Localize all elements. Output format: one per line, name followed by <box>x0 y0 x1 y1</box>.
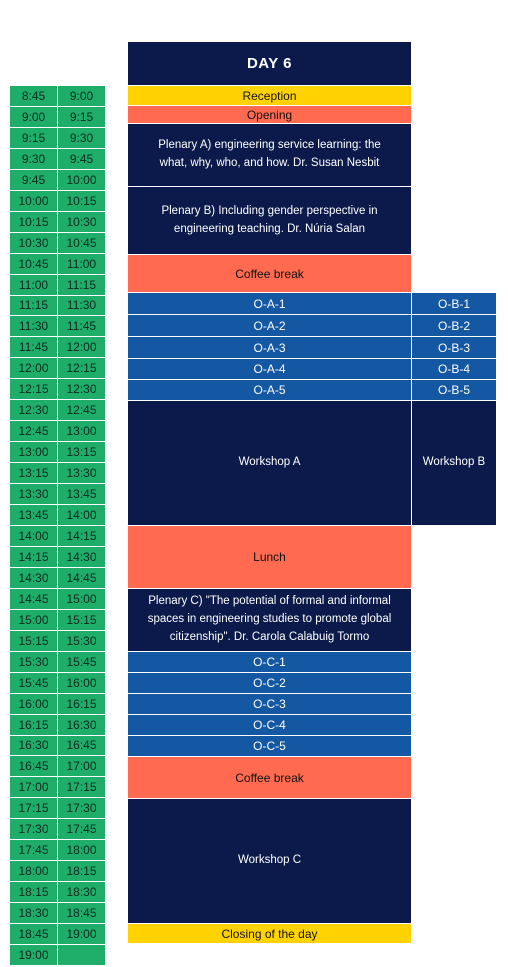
time-slot-start: 10:45 <box>10 254 58 275</box>
plenary-c-block: Plenary C) "The potential of formal and informal spaces in engineering studies to promote global citizenship". Dr. Carola Calabuig Tormo <box>128 589 411 652</box>
lunch-block: Lunch <box>128 526 411 589</box>
time-slot-end: 18:30 <box>58 882 106 903</box>
time-slot-end: 12:45 <box>58 400 106 421</box>
time-slot-end: 13:45 <box>58 484 106 505</box>
time-slot-end: 17:45 <box>58 819 106 840</box>
time-slot-end: 11:00 <box>58 254 106 275</box>
time-slot-start: 11:00 <box>10 275 58 296</box>
time-slot-end: 18:00 <box>58 840 106 861</box>
time-slot-start: 12:00 <box>10 358 58 379</box>
time-slot-end: 14:45 <box>58 568 106 589</box>
workshop-b-block: Workshop B <box>411 401 496 526</box>
time-slot-start: 18:30 <box>10 903 58 924</box>
time-slot-start: 15:45 <box>10 673 58 694</box>
reception-block: Reception <box>128 86 411 106</box>
time-slot-end: 17:00 <box>58 756 106 777</box>
time-slot-end: 17:30 <box>58 798 106 819</box>
time-slot-start: 18:15 <box>10 882 58 903</box>
time-slot-start: 17:15 <box>10 798 58 819</box>
closing-block: Closing of the day <box>128 924 411 944</box>
session-ob2: O-B-2 <box>411 315 496 337</box>
time-slot-end: 12:15 <box>58 358 106 379</box>
time-slot-start: 13:15 <box>10 463 58 484</box>
session-oc2: O-C-2 <box>128 673 411 694</box>
time-slot-end: 15:00 <box>58 589 106 610</box>
time-slot-start: 16:00 <box>10 694 58 715</box>
session-oa5: O-A-5 <box>128 380 411 401</box>
time-slot-end: 14:15 <box>58 526 106 547</box>
time-slot-end: 14:30 <box>58 547 106 568</box>
time-slot-start: 17:45 <box>10 840 58 861</box>
session-oc3: O-C-3 <box>128 694 411 715</box>
time-slot-end: 14:00 <box>58 505 106 526</box>
plenary-b-block: Plenary B) Including gender perspective in engineering teaching. Dr. Núria Salan <box>128 187 411 255</box>
time-slot-start: 9:00 <box>10 107 58 128</box>
time-slot-start: 12:30 <box>10 400 58 421</box>
session-oa4: O-A-4 <box>128 359 411 380</box>
time-slot-end: 16:30 <box>58 715 106 736</box>
time-slot-start: 13:00 <box>10 442 58 463</box>
time-slot-end: 19:00 <box>58 924 106 945</box>
session-ob3: O-B-3 <box>411 337 496 359</box>
opening-block: Opening <box>128 106 411 124</box>
time-slot-end: 11:15 <box>58 275 106 296</box>
time-slot-start: 19:00 <box>10 945 58 966</box>
time-slot-end: 10:45 <box>58 233 106 254</box>
time-slot-start: 8:45 <box>10 86 58 107</box>
time-slot-end: 16:15 <box>58 694 106 715</box>
time-slot-start: 14:00 <box>10 526 58 547</box>
workshop-a-block: Workshop A <box>128 401 411 526</box>
time-slot-end: 9:45 <box>58 149 106 170</box>
time-slot-start: 14:45 <box>10 589 58 610</box>
time-slot-end: 9:30 <box>58 128 106 149</box>
time-slot-end: 10:15 <box>58 191 106 212</box>
time-slot-start: 16:15 <box>10 715 58 736</box>
time-slot-end: 17:15 <box>58 777 106 798</box>
workshop-c-block: Workshop C <box>128 799 411 924</box>
time-slot-start: 17:00 <box>10 777 58 798</box>
coffee-break-morning-block: Coffee break <box>128 255 411 293</box>
session-ob5: O-B-5 <box>411 380 496 401</box>
time-slot-start: 11:45 <box>10 337 58 358</box>
session-oc1: O-C-1 <box>128 652 411 673</box>
time-slot-start: 18:00 <box>10 861 58 882</box>
time-slot-start: 15:30 <box>10 652 58 673</box>
time-slot-start: 12:15 <box>10 379 58 400</box>
time-slot-end <box>58 945 106 966</box>
time-slot-end: 13:30 <box>58 463 106 484</box>
time-slot-start: 16:45 <box>10 756 58 777</box>
time-slot-start: 18:45 <box>10 924 58 945</box>
time-slot-end: 10:00 <box>58 170 106 191</box>
time-slot-end: 12:00 <box>58 337 106 358</box>
time-slot-end: 11:45 <box>58 316 106 337</box>
time-slot-start: 16:30 <box>10 736 58 757</box>
time-slot-end: 10:30 <box>58 212 106 233</box>
time-slot-end: 9:15 <box>58 107 106 128</box>
session-ob1: O-B-1 <box>411 293 496 315</box>
coffee-break-afternoon-block: Coffee break <box>128 757 411 799</box>
session-oc4: O-C-4 <box>128 715 411 736</box>
time-slot-start: 11:15 <box>10 296 58 317</box>
time-slot-start: 10:15 <box>10 212 58 233</box>
session-oc5: O-C-5 <box>128 736 411 757</box>
time-slot-start: 12:45 <box>10 421 58 442</box>
time-slot-start: 14:30 <box>10 568 58 589</box>
session-oa3: O-A-3 <box>128 337 411 359</box>
time-slot-end: 15:45 <box>58 652 106 673</box>
time-slot-end: 15:15 <box>58 610 106 631</box>
time-slot-end: 18:45 <box>58 903 106 924</box>
time-slot-start: 13:45 <box>10 505 58 526</box>
plenary-a-block: Plenary A) engineering service learning: the what, why, who, and how. Dr. Susan Nesbit <box>128 124 411 187</box>
time-slot-end: 11:30 <box>58 296 106 317</box>
time-slot-end: 13:15 <box>58 442 106 463</box>
time-slot-end: 18:15 <box>58 861 106 882</box>
time-slot-start: 11:30 <box>10 316 58 337</box>
time-slot-end: 16:00 <box>58 673 106 694</box>
time-slot-start: 10:30 <box>10 233 58 254</box>
day-title: DAY 6 <box>128 42 411 85</box>
time-slot-start: 10:00 <box>10 191 58 212</box>
time-slot-end: 13:00 <box>58 421 106 442</box>
time-slot-end: 16:45 <box>58 736 106 757</box>
time-slot-start: 15:00 <box>10 610 58 631</box>
time-slot-end: 12:30 <box>58 379 106 400</box>
time-slot-end: 9:00 <box>58 86 106 107</box>
time-slot-start: 9:30 <box>10 149 58 170</box>
time-slot-start: 17:30 <box>10 819 58 840</box>
time-slot-start: 9:45 <box>10 170 58 191</box>
time-slot-start: 13:30 <box>10 484 58 505</box>
session-oa2: O-A-2 <box>128 315 411 337</box>
time-slot-start: 14:15 <box>10 547 58 568</box>
time-slot-start: 9:15 <box>10 128 58 149</box>
time-slot-start: 15:15 <box>10 631 58 652</box>
session-oa1: O-A-1 <box>128 293 411 315</box>
session-ob4: O-B-4 <box>411 359 496 380</box>
time-slot-end: 15:30 <box>58 631 106 652</box>
